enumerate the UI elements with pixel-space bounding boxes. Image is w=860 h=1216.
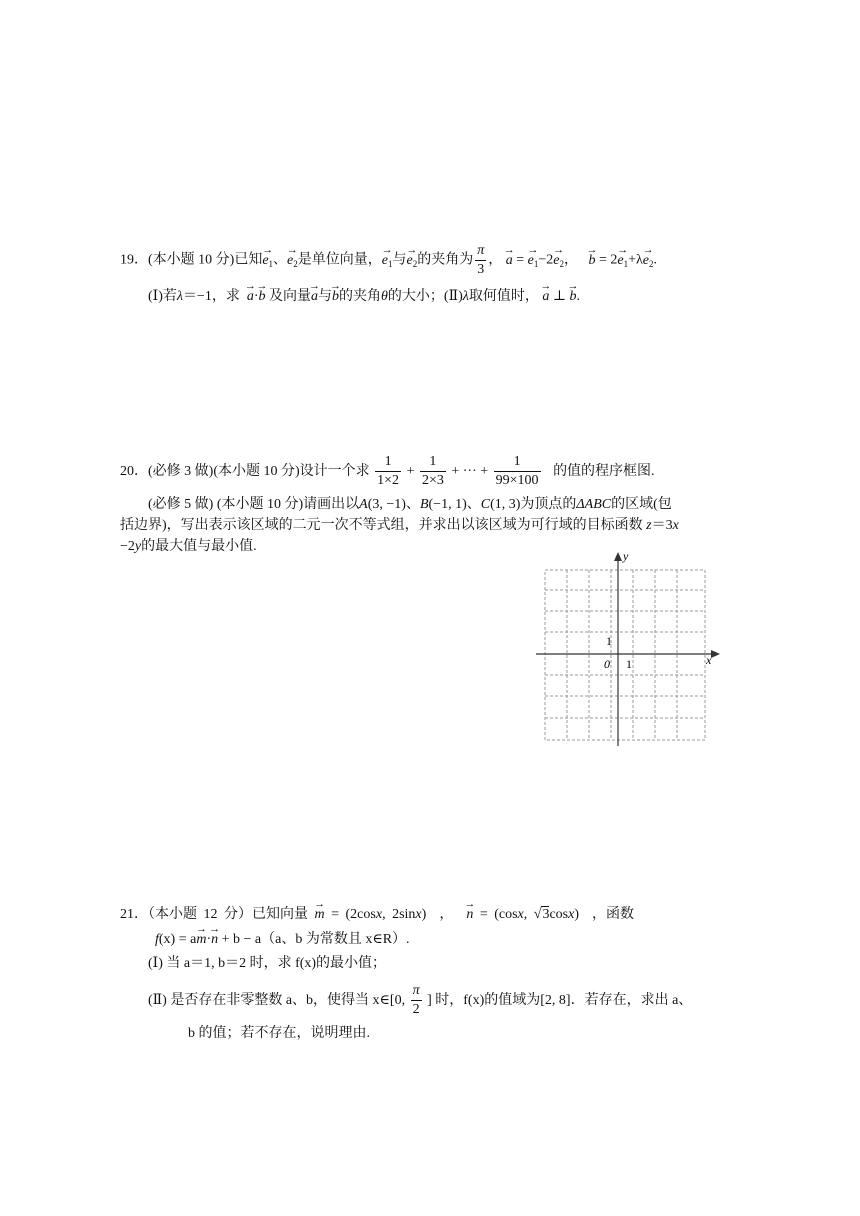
dot: · bbox=[253, 289, 259, 304]
q21-part1 bbox=[148, 954, 386, 974]
comma: ， bbox=[488, 252, 503, 268]
frac-2: $\frac{1}{2\times 3}$ bbox=[421, 454, 444, 489]
e1-vector-4: → $e_1$ bbox=[617, 251, 628, 274]
e2-vector-3: → $e_2$ bbox=[553, 251, 564, 274]
q20-line2 bbox=[148, 495, 672, 515]
point-a: A bbox=[359, 497, 368, 512]
lambda-2: λ bbox=[462, 289, 469, 304]
q19-part1-angle: 的夹角 bbox=[339, 289, 382, 304]
q19-part1-mid: 及向量 bbox=[269, 289, 312, 304]
q20-line4-end: 的最大值与最小值. bbox=[141, 539, 257, 554]
a-vector: → a bbox=[506, 251, 513, 271]
q20-number: 20． bbox=[120, 464, 148, 479]
q21-part2-pre: (Ⅱ) 是否存在非零整数 a、b，使得当 x∈[0, bbox=[148, 993, 406, 1008]
frac-1: $\frac{1}{1\times 2}$ bbox=[377, 454, 400, 489]
y-tick-1: 1 bbox=[606, 634, 612, 648]
q20-line4 bbox=[120, 537, 257, 557]
q19-part1-and: 与 bbox=[318, 289, 333, 304]
point-a-coord: (3, −1)、 bbox=[367, 497, 420, 512]
e1-vector-2: → $e_1$ bbox=[382, 251, 393, 274]
q21-line2 bbox=[155, 930, 410, 950]
n-sep: , bbox=[523, 907, 534, 922]
cos: cos bbox=[549, 907, 569, 922]
q21-line1: 21．（本小题 12 分）已知向量 → m = (2cosx, 2sinx) ， → n = (cosx, √3cosx) ，函数 bbox=[120, 905, 634, 925]
n-vector-2: → n bbox=[211, 930, 218, 950]
y-axis-label: y bbox=[623, 550, 629, 563]
q19-number: 19． bbox=[120, 252, 148, 268]
b-vector-4: → b bbox=[570, 287, 577, 307]
m-vector-2: → m bbox=[196, 930, 206, 950]
z-eq: ＝3 bbox=[651, 518, 673, 533]
q20-tail: 的值的程序框图. bbox=[553, 464, 655, 479]
q21-header: （本小题 12 分）已知向量 bbox=[148, 907, 308, 922]
q21-tail1: ，函数 bbox=[592, 907, 635, 922]
q19-line2 bbox=[148, 287, 580, 307]
lambda: λ bbox=[176, 289, 183, 304]
m-close: ) bbox=[421, 907, 427, 922]
n-close: ) bbox=[574, 907, 580, 922]
x-var-3: x bbox=[415, 907, 422, 922]
comma-2: ， bbox=[563, 252, 578, 268]
q19-sep: 、 bbox=[273, 252, 288, 268]
grid-svg bbox=[530, 550, 730, 750]
point-b: B bbox=[419, 497, 429, 512]
plus-lambda: +λ bbox=[628, 252, 643, 268]
q20-line1 bbox=[120, 452, 655, 492]
perp: ⊥ bbox=[552, 289, 566, 304]
theta: θ bbox=[381, 289, 388, 304]
q19-part1-end: 的大小； bbox=[387, 289, 444, 304]
n-def: = (cos bbox=[479, 907, 518, 922]
m-vector: → m bbox=[315, 905, 325, 925]
b-vector-3: → b bbox=[332, 287, 339, 307]
pi-over-2: $\frac{\pi}{2}$ bbox=[412, 983, 420, 1018]
q19-text3: 的夹角为 bbox=[417, 252, 474, 268]
b-vector-2: → b bbox=[259, 287, 266, 307]
x-var-2: x bbox=[375, 907, 383, 922]
dot-2: · bbox=[206, 932, 212, 947]
x-var-4: x bbox=[517, 907, 524, 922]
e1-vector: → $e_1$ bbox=[262, 251, 273, 274]
z-var: z bbox=[646, 518, 652, 533]
y-axis-arrow bbox=[614, 552, 622, 561]
e2-vector: → $e_2$ bbox=[287, 251, 298, 274]
period: . bbox=[653, 252, 657, 268]
n-vector: → n bbox=[466, 905, 473, 925]
a-vector-3: → a bbox=[311, 287, 318, 307]
q19-text1: 是单位向量， bbox=[297, 252, 382, 268]
q21-number: 21． bbox=[120, 907, 148, 922]
q21-part2 bbox=[148, 981, 692, 1021]
q19-part2-prefix: (Ⅱ) bbox=[443, 289, 463, 304]
a-def: = bbox=[516, 252, 528, 268]
origin-label: 0 bbox=[604, 657, 610, 671]
plus: + bbox=[406, 464, 415, 479]
x-tick-1: 1 bbox=[626, 657, 632, 671]
point-c-coord: (1, 3)为顶点的 bbox=[490, 497, 577, 512]
fx: f bbox=[155, 932, 159, 947]
q21-part2-line2-text: b 的值；若不存在，说明理由. bbox=[188, 1026, 370, 1041]
q20-line3-pre: 括边界)，写出表示该区域的二元一次不等式组，并求出以该区域为可行域的目标函数 bbox=[120, 518, 643, 533]
q20-line2-end: 的区域(包 bbox=[611, 497, 672, 512]
q19-part2-mid: 取何值时， bbox=[468, 289, 539, 304]
y-var: y bbox=[134, 539, 142, 554]
q19-line1 bbox=[120, 242, 657, 279]
e1-vector-3: → $e_1$ bbox=[528, 251, 539, 274]
fx-def: (x) = a bbox=[158, 932, 197, 947]
point-c: C bbox=[480, 497, 491, 512]
x-var-5: x bbox=[568, 907, 575, 922]
q19-part1-eq: ＝−1，求 bbox=[182, 289, 240, 304]
period-2: . bbox=[576, 289, 580, 304]
x-var: x bbox=[672, 518, 679, 533]
point-b-coord: (−1, 1)、 bbox=[428, 497, 481, 512]
q21-part2-line2 bbox=[188, 1024, 370, 1044]
coordinate-grid bbox=[530, 550, 730, 755]
sqrt-three: 3 bbox=[542, 907, 550, 922]
q20-line3 bbox=[120, 516, 679, 536]
a-vector-4: → a bbox=[542, 287, 549, 307]
q19-part1-prefix: (Ⅰ)若 bbox=[148, 289, 177, 304]
minus-two: −2 bbox=[538, 252, 554, 268]
fx-note: （a、b 为常数且 x∈R）. bbox=[261, 932, 410, 947]
q20-line4-pre: −2 bbox=[120, 539, 135, 554]
q19-header: (本小题 10 分)已知 bbox=[148, 252, 263, 268]
a-vector-2: → a bbox=[247, 287, 254, 307]
m-def: = (2cos bbox=[331, 907, 376, 922]
b-def: = 2 bbox=[598, 252, 618, 268]
m-sep: , 2sin bbox=[382, 907, 416, 922]
frac-3: $\frac{1}{99\times 100}$ bbox=[495, 454, 539, 489]
grid-lines bbox=[545, 570, 705, 740]
q20-header: (必修 3 做)(本小题 10 分)设计一个求 bbox=[148, 464, 370, 479]
q20-line2-pre: (必修 5 做) (本小题 10 分)请画出以 bbox=[148, 497, 360, 512]
fx-rest: + b − a bbox=[221, 932, 262, 947]
x-axis-arrow bbox=[711, 650, 720, 658]
triangle: ΔABC bbox=[576, 497, 612, 512]
axes bbox=[536, 552, 720, 746]
q21-part2-post: ] 时，f(x)的值域为[2, 8]．若存在，求出 a、 bbox=[427, 993, 693, 1008]
dots: + ··· + bbox=[451, 464, 489, 479]
q19-text2: 与 bbox=[392, 252, 407, 268]
b-vector: → b bbox=[588, 251, 595, 271]
pi-over-3: $\frac{\pi}{3}$ bbox=[477, 243, 485, 277]
e2-vector-4: → $e_2$ bbox=[643, 251, 654, 274]
e2-vector-2: → $e_2$ bbox=[406, 251, 417, 274]
x-axis-label: x bbox=[706, 653, 712, 667]
q21-part1-text: (Ⅰ) 当 a＝1, b＝2 时，求 f(x)的最小值； bbox=[148, 956, 387, 971]
